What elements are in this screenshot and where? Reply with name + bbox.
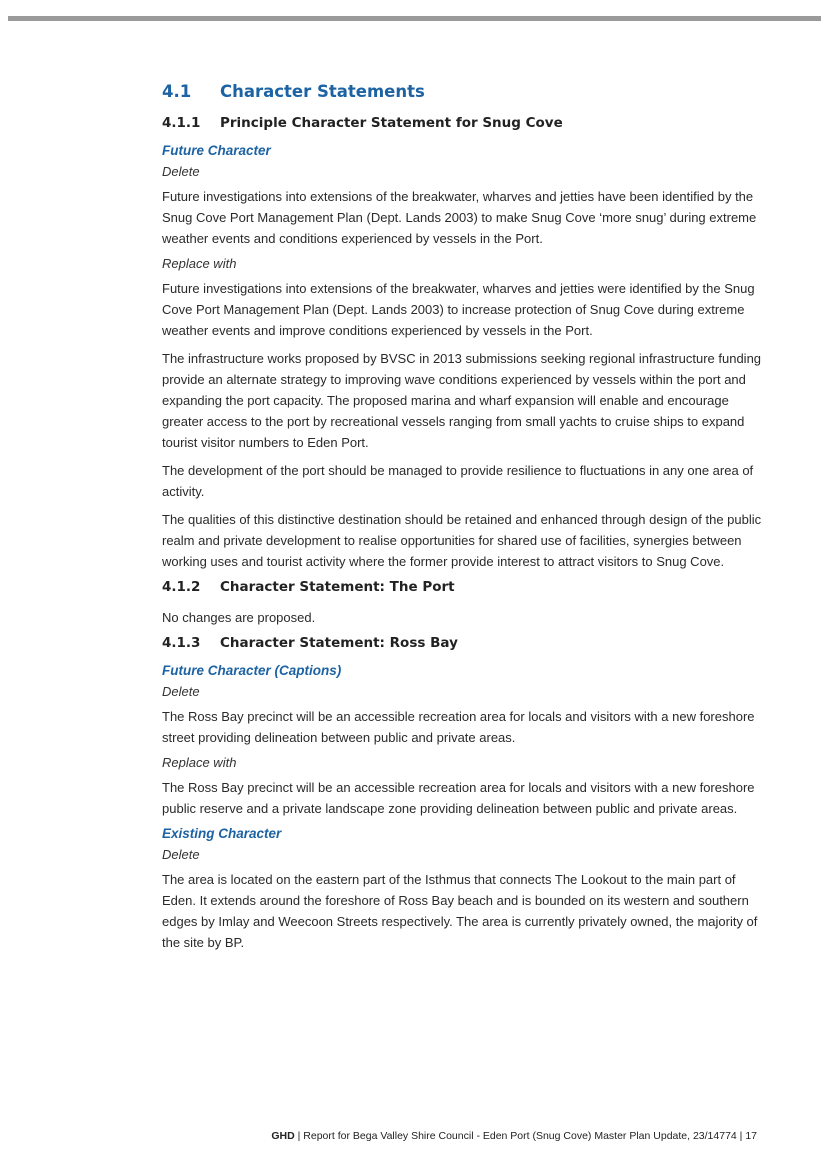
page-footer bbox=[271, 1130, 757, 1142]
section-number: 4.1 bbox=[162, 82, 192, 101]
delete-label: Delete bbox=[162, 847, 200, 862]
subsection-heading-4-1-2 bbox=[162, 579, 762, 595]
subsection-heading-4-1-1 bbox=[162, 115, 762, 131]
subsection-title: Principle Character Statement for Snug Cove bbox=[220, 115, 563, 131]
section-heading bbox=[162, 82, 762, 101]
replace-paragraph-3: The development of the port should be managed to provide resilience to fluctuations in any one area of activity. bbox=[162, 463, 754, 499]
subsection-number: 4.1.2 bbox=[162, 579, 201, 595]
delete-paragraph: Future investigations into extensions of the breakwater, wharves and jetties have been identified by the Snug Cove Port Management Plan (Dept. Lands 2003) to make Snug Cove ‘more snug’ during extreme weather events and conditions experienced by vessels in the Port. bbox=[162, 189, 757, 246]
delete-label: Delete bbox=[162, 164, 200, 179]
replace-label: Replace with bbox=[162, 755, 237, 770]
document-body bbox=[162, 82, 762, 960]
delete-paragraph: The area is located on the eastern part of the Isthmus that connects The Lookout to the main part of Eden. It extends around the foreshore of Ross Bay beach and is bounded on its western and southern edges by Imlay and Weecoon Streets respectively. The area is currently privately owned, the majority of the site by BP. bbox=[162, 872, 758, 950]
subsection-heading-4-1-3 bbox=[162, 635, 762, 651]
replace-paragraph-2: The infrastructure works proposed by BVSC in 2013 submissions seeking regional infrastructure funding provide an alternate strategy to improving wave conditions experienced by vessels within the port and expanding the port capacity. The proposed marina and wharf expansion will enable and encourage greater access to the port by recreational vessels ranging from small yachts to cruise ships to expand tourist visitor numbers to Eden Port. bbox=[162, 351, 762, 450]
subsection-title: Character Statement: The Port bbox=[220, 579, 455, 595]
delete-label: Delete bbox=[162, 684, 200, 699]
top-rule bbox=[8, 16, 821, 21]
replace-label: Replace with bbox=[162, 256, 237, 271]
subheading-future-character: Future Character bbox=[162, 143, 271, 158]
subsection-number: 4.1.1 bbox=[162, 115, 201, 131]
subsection-number: 4.1.3 bbox=[162, 635, 201, 651]
delete-paragraph: The Ross Bay precinct will be an accessible recreation area for locals and visitors with a new foreshore street providing delineation between public and private areas. bbox=[162, 709, 755, 745]
footer-org: GHD bbox=[271, 1130, 295, 1142]
section-title: Character Statements bbox=[220, 82, 425, 101]
replace-paragraph-1: Future investigations into extensions of the breakwater, wharves and jetties were identified by the Snug Cove Port Management Plan (Dept. Lands 2003) to increase protection of Snug Cove during extreme weather events and improve conditions experienced by vessels in the Port. bbox=[162, 281, 755, 338]
replace-paragraph-4: The qualities of this distinctive destination should be retained and enhanced through design of the public realm and private development to realise opportunities for shared use of facilities, synergies between working uses and tourist activity where the former provide interest to attract visitors to Snug Cove. bbox=[162, 512, 762, 569]
subheading-future-character-captions: Future Character (Captions) bbox=[162, 663, 342, 678]
subheading-existing-character: Existing Character bbox=[162, 826, 282, 841]
port-paragraph: No changes are proposed. bbox=[162, 610, 316, 625]
footer-text: | Report for Bega Valley Shire Council - Eden Port (Snug Cove) Master Plan Update, 23/14774 | 17 bbox=[294, 1130, 757, 1142]
subsection-title: Character Statement: Ross Bay bbox=[220, 635, 458, 651]
replace-paragraph: The Ross Bay precinct will be an accessible recreation area for locals and visitors with a new foreshore public reserve and a private landscape zone providing delineation between public and private areas. bbox=[162, 780, 755, 816]
